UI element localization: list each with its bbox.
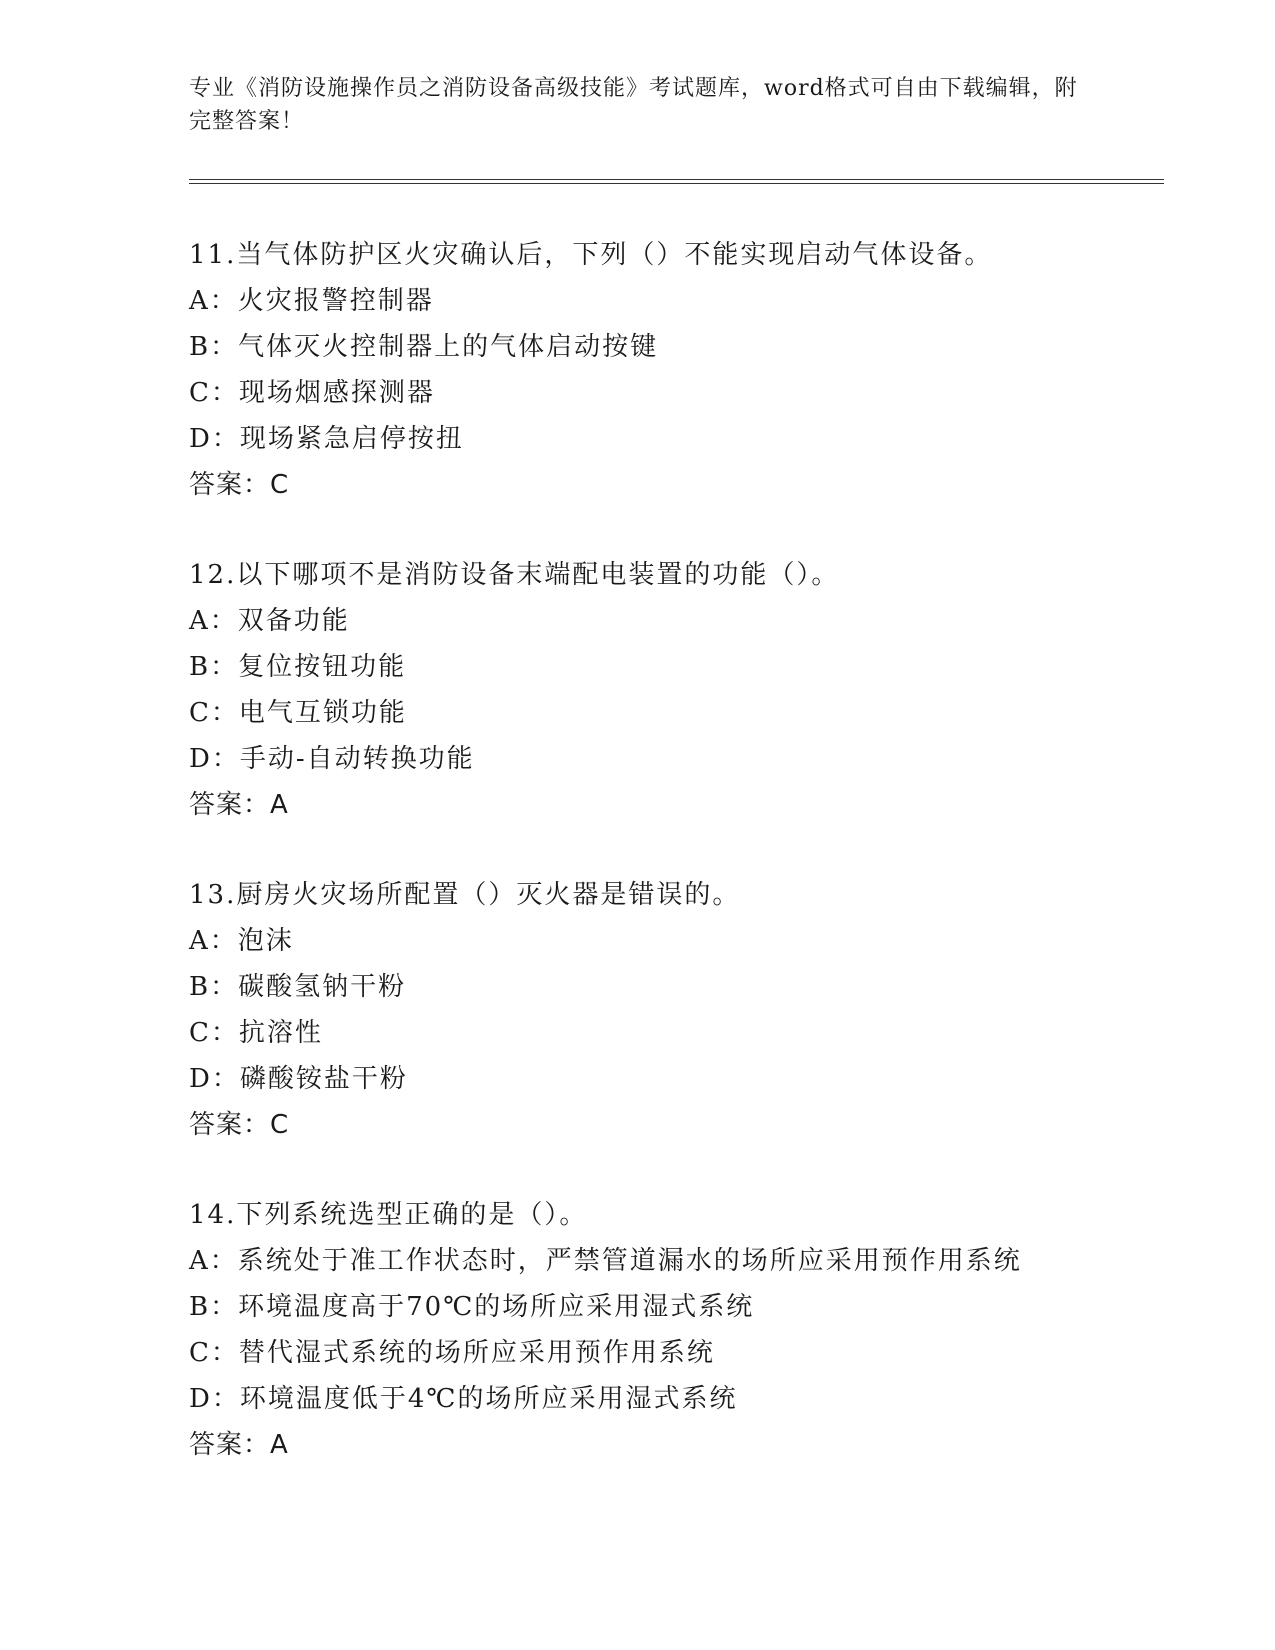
option-c: C：电气互锁功能 <box>189 698 407 728</box>
answer-value: C <box>270 470 290 500</box>
option-d: D：环境温度低于4℃的场所应采用湿式系统 <box>189 1384 738 1414</box>
question-stem: 12.以下哪项不是消防设备末端配电装置的功能（）。 <box>189 560 840 590</box>
question-stem: 13.厨房火灾场所配置（）灭火器是错误的。 <box>189 880 741 910</box>
answer-line <box>189 1422 1149 1468</box>
option-a: A：系统处于准工作状态时，严禁管道漏水的场所应采用预作用系统 <box>189 1246 1022 1276</box>
question-14 <box>189 1192 1149 1468</box>
answer-value: A <box>270 1430 289 1460</box>
option-d: D：手动-自动转换功能 <box>189 744 475 774</box>
option-d: D：现场紧急启停按扭 <box>189 424 464 454</box>
answer-line <box>189 782 1149 828</box>
option-b: B：环境温度高于70℃的场所应采用湿式系统 <box>189 1292 755 1322</box>
option-a: A：泡沫 <box>189 926 294 956</box>
question-11 <box>189 232 1149 508</box>
option-c: C：抗溶性 <box>189 1018 323 1048</box>
option-c: C：替代湿式系统的场所应采用预作用系统 <box>189 1338 715 1368</box>
option-c: C：现场烟感探测器 <box>189 378 435 408</box>
answer-value: A <box>270 790 289 820</box>
question-stem: 14.下列系统选型正确的是（）。 <box>189 1200 588 1230</box>
option-d: D：磷酸铵盐干粉 <box>189 1064 408 1094</box>
answer-label: 答案： <box>189 470 271 500</box>
option-a: A：双备功能 <box>189 606 350 636</box>
answer-label: 答案： <box>189 790 271 820</box>
header-divider-bottom <box>189 183 1164 184</box>
answer-label: 答案： <box>189 1430 271 1460</box>
answer-line <box>189 462 1149 508</box>
option-b: B：碳酸氢钠干粉 <box>189 972 407 1002</box>
question-13 <box>189 872 1149 1148</box>
answer-value: C <box>270 1110 290 1140</box>
header-divider-top <box>189 179 1164 180</box>
question-stem: 11.当气体防护区火灾确认后，下列（）不能实现启动气体设备。 <box>189 240 993 270</box>
answer-line <box>189 1102 1149 1148</box>
option-b: B：复位按钮功能 <box>189 652 407 682</box>
option-a: A：火灾报警控制器 <box>189 286 434 316</box>
document-intro: 专业《消防设施操作员之消防设备高级技能》考试题库，word格式可自由下载编辑，附完整答案！ <box>189 76 1078 134</box>
option-b: B：气体灭火控制器上的气体启动按键 <box>189 332 659 362</box>
question-12 <box>189 552 1149 828</box>
answer-label: 答案： <box>189 1110 271 1140</box>
question-list <box>189 232 1149 1512</box>
